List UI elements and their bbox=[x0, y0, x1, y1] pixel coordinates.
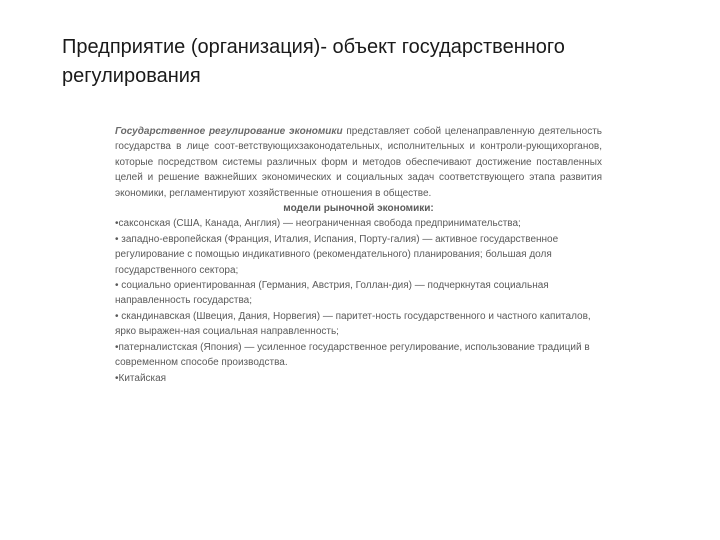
intro-lead-term: Государственное регулирование экономики bbox=[115, 126, 343, 137]
list-item-paternalistic: •патерналистская (Япония) — усиленное государственное регулирование, использование традиций в современном способе производства. bbox=[115, 341, 590, 369]
intro-text: представляет собой целенаправленную деятельность государства в лице соот-ветствующихзаконодательных, исполнительных и контроли-рующихорганов, которые посредством системы различных форм и методов обеспечивают достижение поставленных целей и решение важнейших экономических и социальных задач соответствующего этапа развития экономики, регламентируют хозяйственные отношения в обществе. bbox=[115, 126, 602, 199]
list-item-scandinavian: • скандинавская (Швеция, Дания, Норвегия) — паритет-ность государственного и частного капиталов, ярко выражен-ная социальная направленность; bbox=[115, 310, 591, 338]
slide-title: Предприятие (организация)- объект государственного регулирования bbox=[62, 36, 565, 87]
list-item-socially-oriented: • социально ориентированная (Германия, Австрия, Голлан-дия) — подчеркнутая социальная направленность государства; bbox=[115, 280, 549, 307]
intro-paragraph bbox=[115, 124, 602, 201]
list-item-west-european: • западно-европейская (Франция, Италия, Испания, Порту-галия) — активное государственное регулирование с помощью индикативного (рекомендательного) планирования; большая доля государственного сектора; bbox=[115, 233, 559, 276]
list-item-saxon: •саксонская (США, Канада, Англия) — неограниченная свобода предпринимательства; bbox=[115, 218, 521, 230]
models-subheading: модели рыночной экономики: bbox=[283, 203, 434, 215]
list-item-chinese: •Китайская bbox=[115, 372, 167, 384]
body-text-block bbox=[115, 124, 602, 386]
models-list bbox=[115, 216, 602, 385]
